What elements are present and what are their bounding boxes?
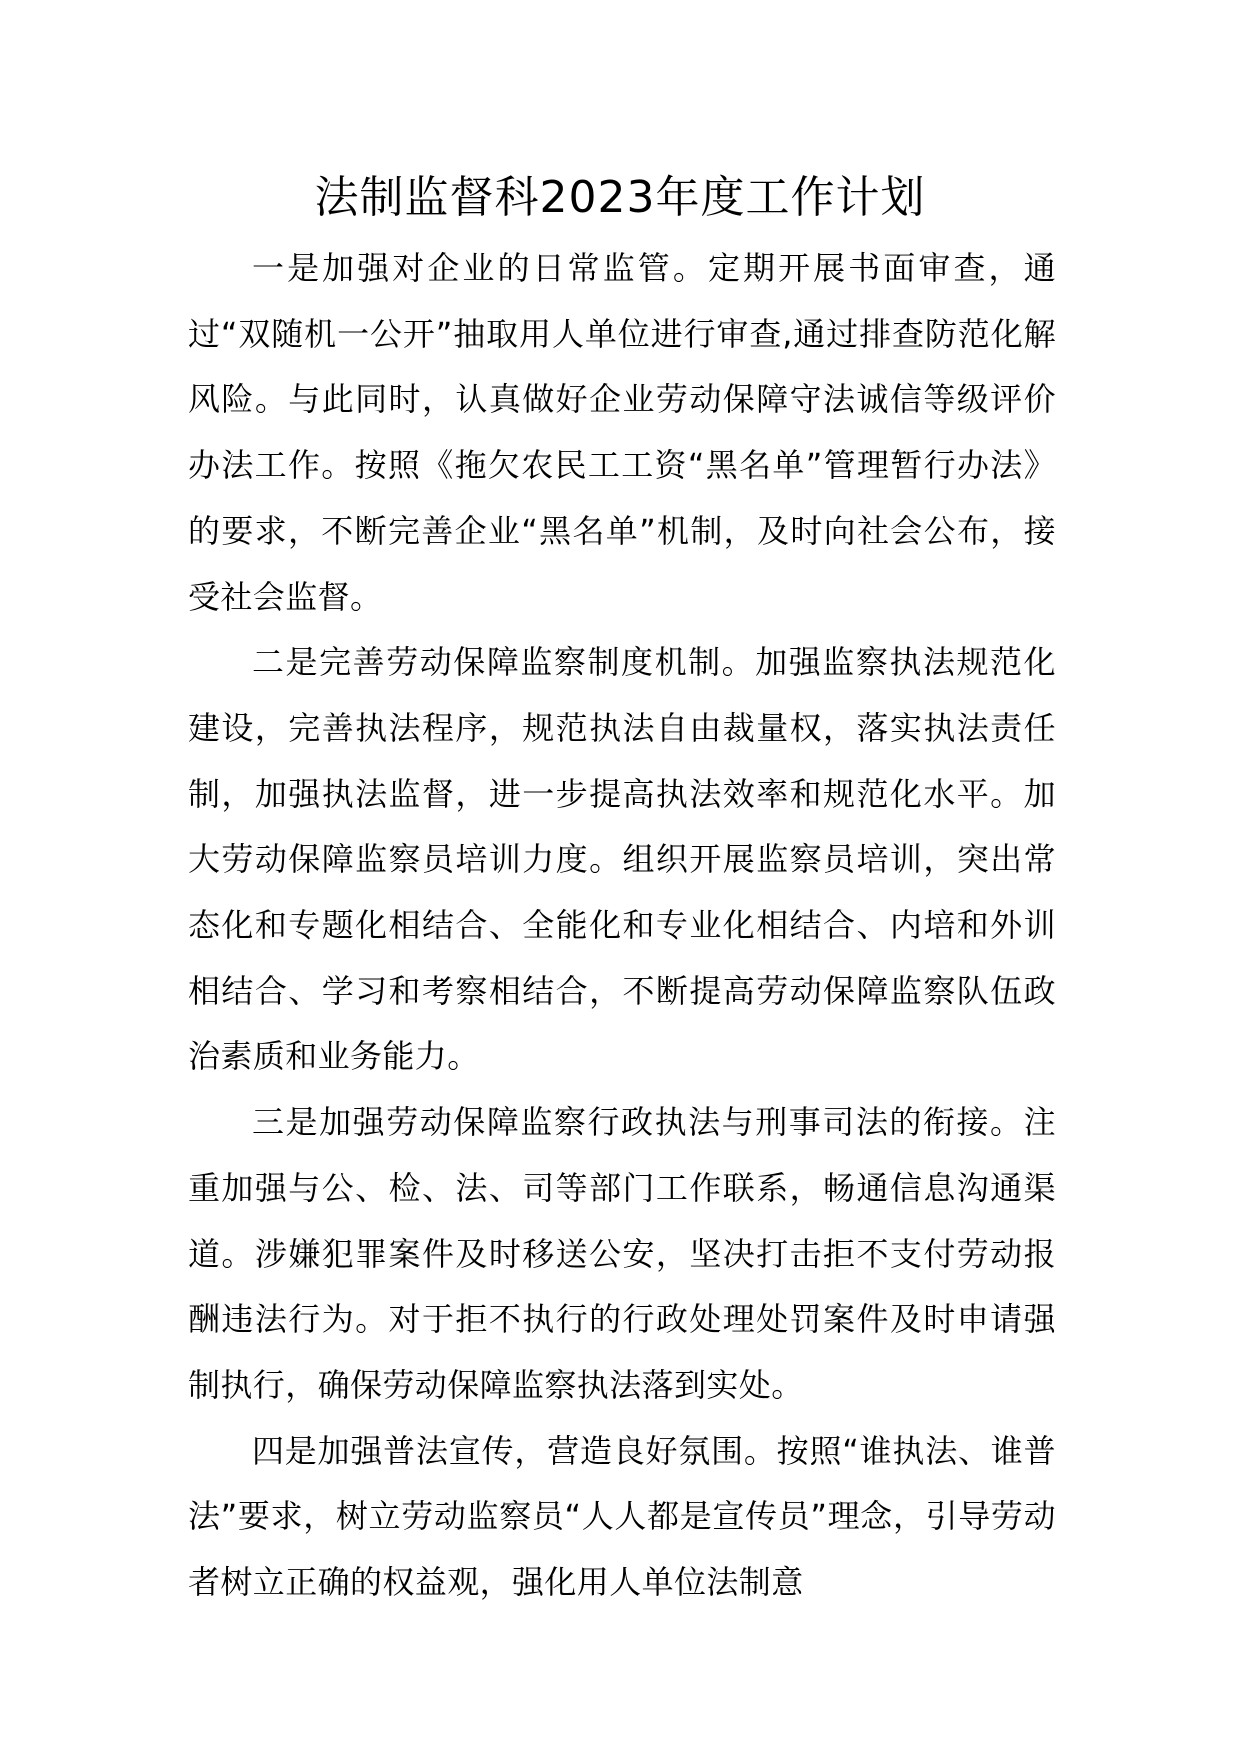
paragraph-2: 二是完善劳动保障监察制度机制。加强监察执法规范化建设，完善执法程序，规范执法自由裁量权，落实执法责任制，加强执法监督，进一步提高执法效率和规范化水平。加大劳动保障监察员培训力度。组织开展监察员培训，突出常态化和专题化相结合、全能化和专业化相结合、内培和外训相结合、学习和考察相结合，不断提高劳动保障监察队伍政治素质和业务能力。 (188, 643, 1056, 1076)
paragraph-3: 三是加强劳动保障监察行政执法与刑事司法的衔接。注重加强与公、检、法、司等部门工作联系，畅通信息沟通渠道。涉嫌犯罪案件及时移送公安，坚决打击拒不支付劳动报酬违法行为。对于拒不执行的行政处理处罚案件及时申请强制执行，确保劳动保障监察执法落到实处。 (188, 1103, 1056, 1404)
document-body (188, 236, 1056, 1616)
paragraph-4: 四是加强普法宣传，营造良好氛围。按照“谁执法、谁普法”要求，树立劳动监察员“人人都是宣传员”理念，引导劳动者树立正确的权益观，强化用人单位法制意 (188, 1431, 1056, 1602)
paragraph-1: 一是加强对企业的日常监管。定期开展书面审查，通过“双随机一公开”抽取用人单位进行审查,通过排查防范化解风险。与此同时，认真做好企业劳动保障守法诚信等级评价办法工作。按照《拖欠农民工工资“黑名单”管理暂行办法》的要求，不断完善企业“黑名单”机制，及时向社会公布，接受社会监督。 (188, 249, 1056, 616)
document-title: 法制监督科2023年度工作计划 (314, 172, 926, 223)
